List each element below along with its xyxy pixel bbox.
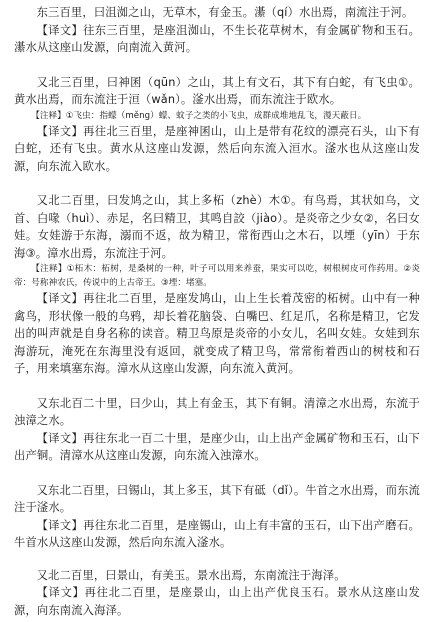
- section-spacer: [14, 175, 420, 192]
- section-xi-mountain: [14, 482, 420, 552]
- section-spacer: [14, 57, 420, 74]
- translation-paragraph: 【译文】往东三百里，是座沮洳山，不生长花草树木，有金属矿物和玉石。濝水从这座山发源，向南流入黄河。: [14, 23, 420, 54]
- annotation-paragraph: 【注释】①飞虫：指蠓（měng）蠓、蚊子之类的小飞虫，成群成堆地乱飞，漫天蔽日。: [31, 110, 367, 121]
- translation-paragraph: 【译文】再往北二百里，是座景山，山上出产优良玉石。景水从这座山发源，向东南流入海泽。: [14, 586, 420, 617]
- translation-paragraph: 【译文】再往东北二百里，是座锡山，山上有丰富的玉石，山下出产磨石。牛首水从这座山发源，然后向东流入滏水。: [14, 518, 420, 549]
- translation-paragraph: 【译文】再往北二百里，是座发鸠山，山上生长着茂密的柘树。山中有一种禽鸟，形状像一般的乌鸦，却长着花脑袋、白嘴巴、红足爪，名称是精卫，它发出的叫声就是自身名称的读音。精卫鸟原是炎帝的小女儿，名叫女娃。女娃到东海游玩，淹死在东海里没有返回，就变成了精卫鸟，常常衔着西山的树枝和石子，用来填塞东海。漳水从这座山发源，向东流入黄河。: [14, 292, 420, 375]
- translation-paragraph: 【译文】再往东北一百二十里，是座少山，山上出产金属矿物和玉石，山下出产铜。清漳水从这座山发源，向东流入浊漳水。: [14, 431, 420, 462]
- original-text-paragraph: 又东北百二十里，曰少山，其上有金玉，其下有铜。清漳之水出焉，东流于浊漳之水。: [14, 396, 420, 427]
- original-text-paragraph: 又东北二百里，曰锡山，其上多玉，其下有砥（dǐ）。牛首之水出焉，而东流注于滏水。: [14, 483, 420, 514]
- section-juru-mountain: [14, 4, 420, 57]
- section-fajiu-mountain: [14, 192, 420, 378]
- section-spacer: [14, 465, 420, 482]
- translation-paragraph: 【译文】再往北三百里，是座神囷山，山上是带有花纹的漂亮石头，山下有白蛇，还有飞虫。黄水从这座山发源，然后向东流入洹水。滏水也从这座山发源，向东流入欧水。: [14, 124, 420, 173]
- original-text-paragraph: 又北三百里，曰神囷（qūn）之山，其上有文石，其下有白蛇，有飞虫①。黄水出焉，而东流注于洹（wǎn）。滏水出焉，而东流注于欧水。: [14, 75, 420, 106]
- original-text-paragraph: 东三百里，曰沮洳之山，无草木，有金玉。濝（qí）水出焉，南流注于河。: [36, 6, 414, 19]
- section-spacer: [14, 552, 420, 567]
- section-shenqun-mountain: [14, 74, 420, 176]
- original-text-paragraph: 又北二百里，曰发鸠之山，其上多柘（zhè）木①。有鸟焉，其状如乌，文首、白喙（huì）、赤足，名曰精卫，其鸣自詨（jiào）。是炎帝之少女②，名曰女娃。女娃游于东海，溺而不返，故为精卫，常衔西山之木石，以堙（yīn）于东海③。漳水出焉，东流注于河。: [14, 194, 420, 260]
- annotation-paragraph: 【注释】①柘木：柘树，是桑树的一种，叶子可以用来养蚕，果实可以吃，树根树皮可作药用。②炎帝：号称神农氏，传说中的上古帝王。③堙：堵塞。: [14, 264, 420, 288]
- original-text-paragraph: 又北二百里，曰景山，有美玉。景水出焉，东南流注于海泽。: [36, 568, 346, 582]
- section-shao-mountain: [14, 395, 420, 465]
- section-spacer: [14, 378, 420, 395]
- section-jing-mountain: [14, 567, 420, 620]
